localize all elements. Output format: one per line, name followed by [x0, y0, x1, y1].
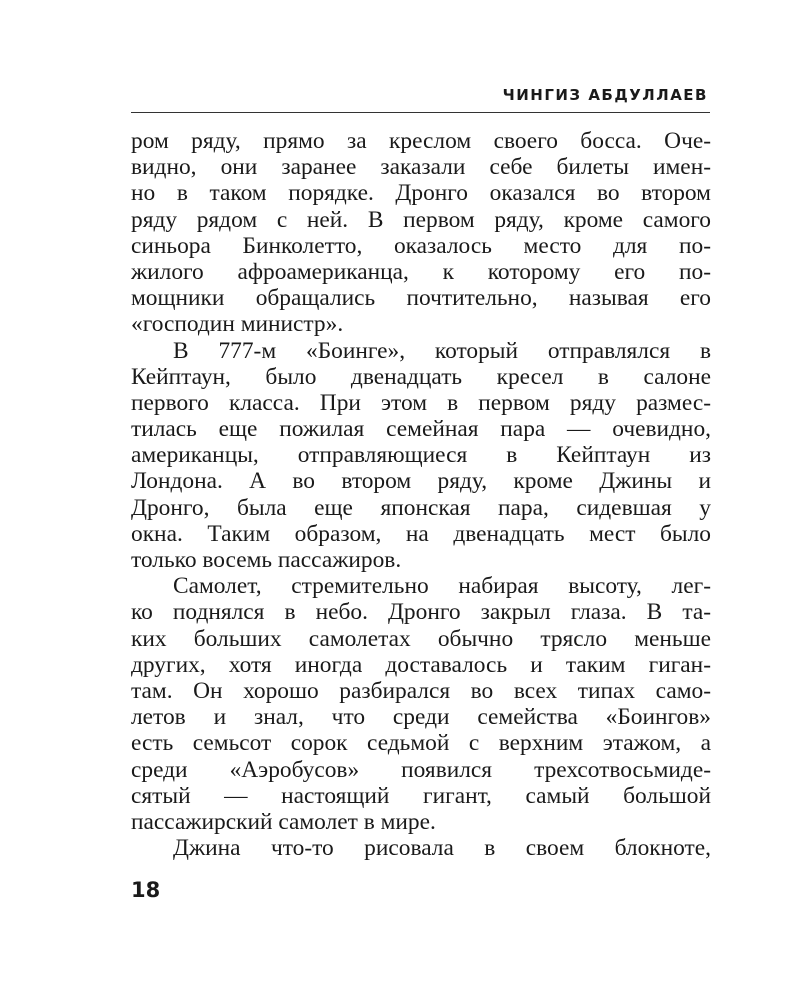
text-line: окна. Таким образом, на двенадцать мест было: [131, 520, 711, 547]
text-line: американцы, отправляющиеся в Кейптаун из: [131, 442, 711, 469]
page-number: 18: [131, 878, 161, 902]
text-line: Кейптаун, было двенадцать кресел в салоне: [131, 363, 711, 390]
text-line: летов и знал, что среди семейства «Боингов»: [131, 704, 711, 731]
text-line: Дронго, была еще японская пара, сидевшая у: [131, 494, 711, 521]
body-text: [131, 128, 711, 861]
text-line: Джина что-то рисовала в своем блокноте,: [173, 835, 711, 862]
text-line: ром ряду, прямо за креслом своего босса. Оче-: [131, 128, 711, 154]
text-line: Лондона. А во втором ряду, кроме Джины и: [131, 468, 711, 495]
text-line: есть семьсот сорок седьмой с верхним этажом, а: [131, 730, 711, 757]
text-line: ряду рядом с ней. В первом ряду, кроме самого: [131, 206, 711, 233]
text-line: там. Он хорошо разбирался во всех типах само-: [131, 677, 711, 704]
text-line: пассажирский самолет в мире.: [131, 808, 436, 835]
text-line: сятый — настоящий гигант, самый большой: [131, 782, 711, 809]
text-line: ко поднялся в небо. Дронго закрыл глаза. В та-: [131, 599, 711, 626]
text-line: видно, они заранее заказали себе билеты имен-: [131, 154, 711, 181]
text-line: синьора Бинколетто, оказалось место для по-: [131, 232, 711, 259]
text-line: только восемь пассажиров.: [131, 547, 402, 573]
text-line: первого класса. При этом в первом ряду размес-: [131, 389, 711, 416]
header-rule: [131, 112, 710, 113]
text-line: Самолет, стремительно набирая высоту, лег-: [173, 573, 711, 600]
text-line: «господин министр».: [131, 311, 344, 338]
running-head-author: ЧИНГИЗ АБДУЛЛАЕВ: [502, 86, 708, 104]
text-line: ких больших самолетах обычно трясло меньше: [131, 625, 711, 652]
text-line: мощники обращались почтительно, называя его: [131, 285, 711, 312]
text-line: тилась еще пожилая семейная пара — очевидно,: [131, 416, 711, 443]
text-line: среди «Аэробусов» появился трехсотвосьмиде-: [131, 756, 711, 783]
text-line: других, хотя иногда доставалось и таким гиган-: [131, 651, 711, 678]
text-line: но в таком порядке. Дронго оказался во втором: [131, 180, 711, 207]
text-line: В 777-м «Боинге», который отправлялся в: [173, 337, 711, 364]
text-line: жилого афроамериканца, к которому его по-: [131, 258, 711, 285]
